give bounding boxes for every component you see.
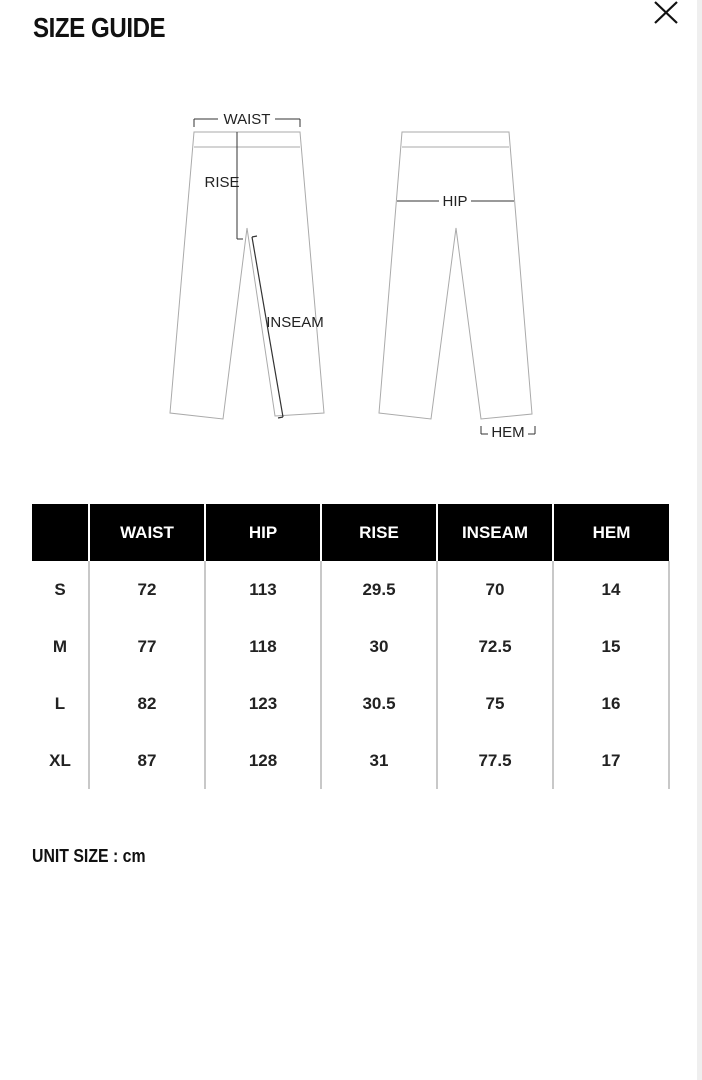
pants-front-illustration [170, 132, 324, 419]
table-cell-waist: 82 [89, 675, 205, 732]
table-cell-hip: 128 [205, 732, 321, 789]
table-cell-hem: 17 [553, 732, 669, 789]
pants-back-illustration [379, 132, 532, 419]
size-label: S [54, 579, 66, 599]
page-title: SIZE GUIDE [33, 12, 166, 43]
rise-label: RISE [204, 174, 240, 191]
table-header-hip: HIP [205, 504, 321, 561]
table-cell-hip: 123 [205, 675, 321, 732]
hip-label: HIP [442, 193, 468, 210]
table-header-blank [32, 504, 89, 561]
table-cell-inseam: 77.5 [437, 732, 553, 789]
table-cell-hem: 15 [553, 618, 669, 675]
table-cell-hip: 113 [205, 561, 321, 618]
size-label: L [54, 693, 66, 713]
table-cell-waist: 77 [89, 618, 205, 675]
table-row [32, 561, 669, 618]
close-button[interactable] [648, 0, 682, 26]
size-table [32, 504, 670, 789]
table-header-hem: HEM [553, 504, 669, 561]
table-cell-waist: 87 [89, 732, 205, 789]
table-cell-rise: 30.5 [321, 675, 437, 732]
table-header-inseam: INSEAM [437, 504, 553, 561]
table-cell-hip: 118 [205, 618, 321, 675]
table-cell-hem: 14 [553, 561, 669, 618]
table-cell-rise: 29.5 [321, 561, 437, 618]
pants-measurement-diagram [160, 100, 560, 450]
table-cell-hem: 16 [553, 675, 669, 732]
table-cell-rise: 31 [321, 732, 437, 789]
table-row [32, 732, 669, 789]
hem-label: HEM [491, 424, 525, 441]
page-edge [697, 0, 702, 1080]
size-label: M [52, 636, 68, 656]
size-label: XL [49, 750, 71, 770]
close-icon [648, 0, 682, 26]
table-header-waist: WAIST [89, 504, 205, 561]
table-row [32, 618, 669, 675]
unit-note: UNIT SIZE : cm [32, 846, 146, 866]
table-cell-waist: 72 [89, 561, 205, 618]
table-header-row [32, 504, 669, 561]
table-cell-inseam: 75 [437, 675, 553, 732]
table-cell-inseam: 72.5 [437, 618, 553, 675]
inseam-label: INSEAM [266, 314, 324, 331]
table-row [32, 675, 669, 732]
table-cell-inseam: 70 [437, 561, 553, 618]
waist-label: WAIST [223, 111, 271, 128]
table-header-rise: RISE [321, 504, 437, 561]
table-cell-rise: 30 [321, 618, 437, 675]
